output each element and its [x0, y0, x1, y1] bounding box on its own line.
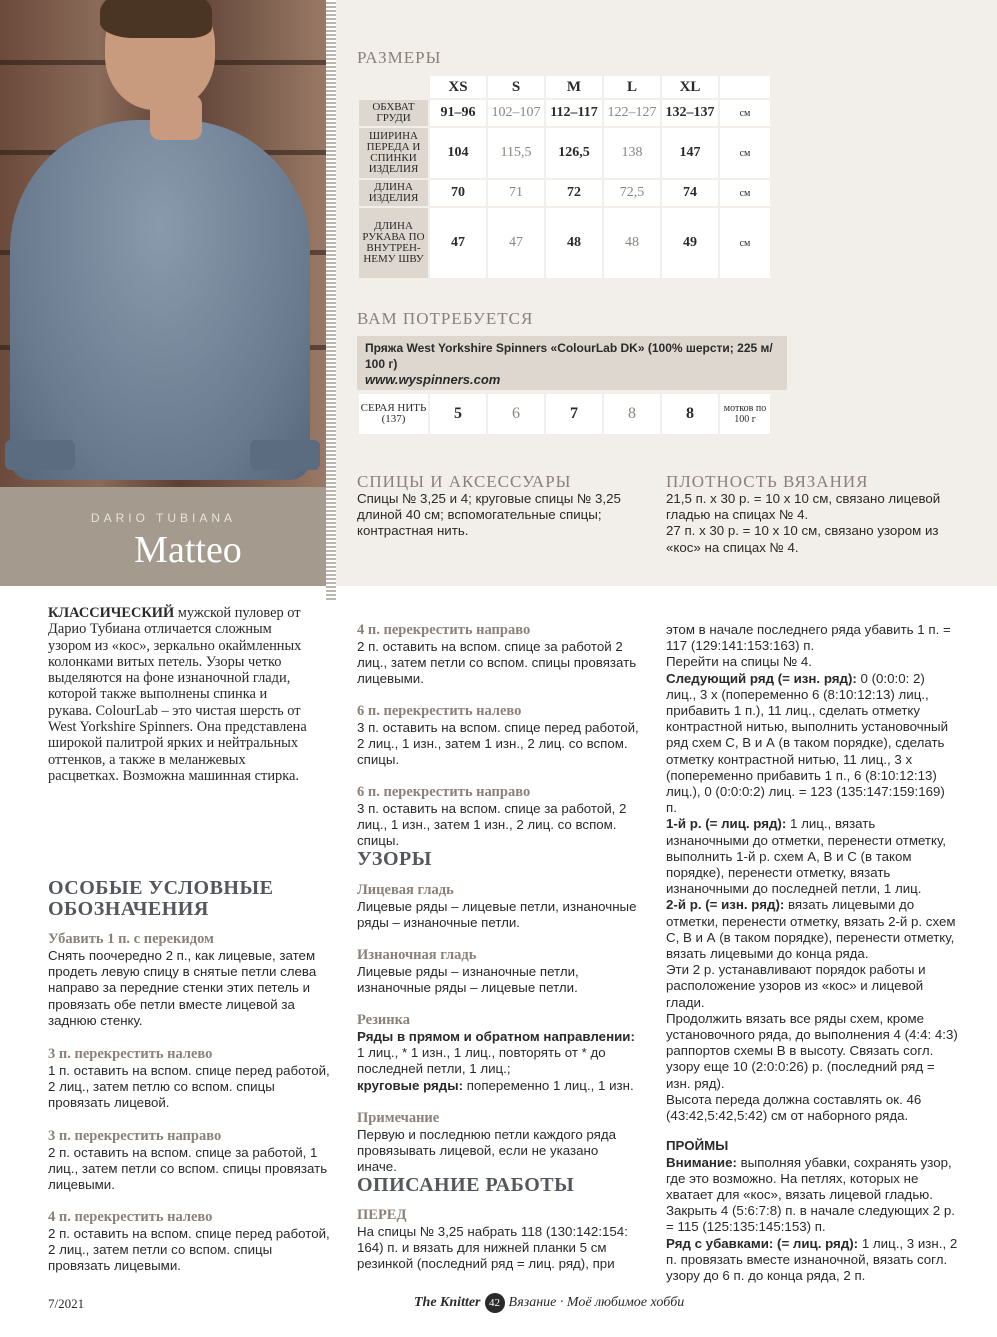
cell: 132–137	[662, 100, 718, 126]
abbr-section	[357, 703, 639, 769]
row-label: ДЛИНА РУКАВА ПО ВНУТРЕН-НЕМУ ШВУ	[359, 208, 428, 278]
gauge-line: 27 п. х 30 р. = 10 х 10 см, связано узором из «кос» на спицах № 4.	[666, 523, 939, 555]
yarn-desc: Пряжа West Yorkshire Spinners «ColourLab DK» (100% шерсти; 225 м/ 100 г)	[365, 341, 773, 371]
abbr-heading: ОСОБЫЕ УСЛОВНЫЕ ОБОЗНАЧЕНИЯ	[48, 877, 274, 920]
pattern-title: Изнаночная гладь	[357, 947, 477, 963]
abbr-title: 3 п. перекрестить налево	[48, 1046, 213, 1062]
pattern-title: Лицевая гладь	[357, 882, 454, 898]
cell: 126,5	[546, 128, 602, 178]
yarn-row-label: СЕРАЯ НИТЬ (137)	[359, 394, 428, 434]
cell: 49	[662, 208, 718, 278]
abbr-section	[357, 784, 639, 850]
intro-lead: КЛАССИЧЕСКИЙ	[48, 605, 175, 621]
page-number: 42	[485, 1293, 505, 1313]
rib-text: Ряды в прямом и обратном направлении: 1 лиц., * 1 изн., 1 лиц., повторять от * до последней петли, 1 лиц.; круговые ряды: попеременно 1 лиц., 1 изн.	[357, 1029, 635, 1093]
abbr-section	[48, 1046, 330, 1112]
cell: 8	[662, 394, 718, 434]
pattern-title: Matteo	[134, 529, 242, 571]
unit: см	[720, 100, 770, 126]
cell: 74	[662, 180, 718, 206]
gauge-line: 21,5 п. х 30 р. = 10 х 10 см, связано лицевой гладью на спицах № 4.	[666, 491, 941, 523]
row-label: ОБХВАТ ГРУДИ	[359, 100, 428, 126]
cell: 138	[604, 128, 660, 178]
abbr-text: Снять поочередно 2 п., как лицевые, затем продеть левую спицу в снятые петли слева направо за передние стенки этих петель и провязать обе петли вместе лицевой за заднюю стенку.	[48, 948, 317, 1028]
size-col: XS	[430, 76, 486, 98]
abbr-text: 3 п. оставить на вспом. спице перед работой, 2 лиц., 1 изн., затем 1 изн., 2 лиц. со вспом. спицы.	[357, 720, 639, 768]
cell: 48	[546, 208, 602, 278]
cell: 72,5	[604, 180, 660, 206]
cell: 71	[488, 180, 544, 206]
issue-number: 7/2021	[48, 1296, 85, 1311]
sizes-table	[357, 74, 772, 280]
size-col: M	[546, 76, 602, 98]
abbr-title: 6 п. перекрестить налево	[357, 703, 522, 719]
unit: мотков по 100 г	[720, 394, 770, 434]
abbr-text: 1 п. оставить на вспом. спице перед работой, 2 лиц., затем петлю со вспом. спицы провязать лицевой.	[48, 1063, 330, 1111]
abbr-title: 4 п. перекрестить налево	[48, 1209, 213, 1225]
cell: 102–107	[488, 100, 544, 126]
front-text: На спицы № 3,25 набрать 118 (130:142:154: 164) п. и вязать для нижней планки 5 см резинкой (последний ряд = лиц. ряд), при	[357, 1224, 628, 1272]
abbr-title: 6 п. перекрестить направо	[357, 784, 531, 800]
pattern-section	[357, 882, 639, 931]
cell: 5	[430, 394, 486, 434]
abbr-text: 3 п. оставить на вспом. спице за работой, 2 лиц., 1 изн., затем 1 изн., 2 лиц. со вспом. спицы.	[357, 801, 627, 849]
instructions-col: этом в начале последнего ряда убавить 1 п. = 117 (129:141:153:163) п. Перейти на спицы № 4. Следующий ряд (= изн. ряд): 0 (0:0:0: 2) лиц., 3 х (попеременно 6 (8:10:12:13) лиц., прибавить 1 п.), 11 лиц., сделать отметку контрастной нитью, выполнить установочный ряд схем С, В и А (в таком порядке), сделать отметку контрастной нитью, 11 лиц., 3 х (попеременно прибавить 1 п., 6 (8:10:12:13) лиц.), 0 (0:0:0:2) лиц. = 123 (135:147:159:169) п. 1-й р. (= лиц. ряд): 1 лиц., вязать изнаночными до отметки, перенести отметку, выполнить 1-й р. схем А, В и С (в таком порядке), перенести отметку, вязать изнаночными до последней петли, 1 лиц. 2-й р. (= изн. ряд): вязать лицевыми до отметки, перенести отметку, вязать 2-й р. схем С, В и А (в таком порядке), перенести отметку, вязать лицевыми до конца ряда. Эти 2 р. устанавливают порядок работы и расположение узоров из «кос» и лицевой глади. Продолжить вязать все ряды схем, кроме установочного ряда, до выполнения 4 (4:4: 4:3) раппортов схемы В в высоту. Связать согл. узору еще 10 (2:0:0:26) р. (последний ряд = изн. ряд). Высота переда должна составлять ок. 46 (43:42,5:42,5:42) см от наборного ряда. ПРОЙМЫ Внимание: выполняя убавки, сохранять узор, где это возможно. На петлях, которых не хватает для «кос», вязать лицевой гладью. Закрыть 4 (5:6:7:8) п. в начале следующих 2 р. = 115 (125:135:145:153) п. Ряд с убавками: (= лиц. ряд): 1 лиц., 3 изн., 2 п. провязать вместе изнаночной, вязать согл. узору до 6 п. до конца ряда, 2 п.	[666, 622, 958, 1283]
note-title: Примечание	[357, 1110, 440, 1126]
brand: The Knitter	[414, 1295, 481, 1310]
zipper-divider	[326, 0, 336, 600]
yarn-table	[357, 392, 772, 436]
tagline: Вязание · Моё любимое хобби	[508, 1295, 685, 1310]
yarn-url[interactable]: www.wyspinners.com	[365, 372, 501, 387]
abbr-section	[48, 1209, 330, 1275]
abbr-title: 3 п. перекрестить направо	[48, 1128, 222, 1144]
unit: см	[720, 208, 770, 278]
yarn-heading: ВАМ ПОТРЕБУЕТСЯ	[357, 309, 534, 328]
abbr-text: 2 п. оставить на вспом. спице за работой, 1 лиц., затем петли со вспом. спицы провязать лицевыми.	[48, 1145, 328, 1193]
size-col: L	[604, 76, 660, 98]
unit: см	[720, 180, 770, 206]
size-col: XL	[662, 76, 718, 98]
rib-title: Резинка	[357, 1012, 411, 1028]
abbr-title: Убавить 1 п. с перекидом	[48, 931, 214, 947]
unit: см	[720, 128, 770, 178]
size-col: S	[488, 76, 544, 98]
abbr-title: 4 п. перекрестить направо	[357, 622, 531, 638]
gauge-text	[666, 491, 951, 556]
needles-heading: СПИЦЫ И АКСЕССУАРЫ	[357, 472, 572, 491]
gauge-heading: ПЛОТНОСТЬ ВЯЗАНИЯ	[666, 472, 869, 491]
abbr-section	[48, 1128, 330, 1194]
row-label: ШИРИНА ПЕРЕДА И СПИНКИ ИЗДЕЛИЯ	[359, 128, 428, 178]
cell: 6	[488, 394, 544, 434]
cell: 104	[430, 128, 486, 178]
work-heading: ОПИСАНИЕ РАБОТЫ	[357, 1174, 575, 1196]
sizes-heading: РАЗМЕРЫ	[357, 48, 442, 67]
cell: 115,5	[488, 128, 544, 178]
cell: 147	[662, 128, 718, 178]
abbr-text: 2 п. оставить на вспом. спице за работой 2 лиц., затем петли со вспом. спицы провязать лицевыми.	[357, 639, 637, 687]
rib-section	[357, 1012, 639, 1094]
abbr-section	[48, 931, 330, 1029]
needles-text: Спицы № 3,25 и 4; круговые спицы № 3,25 длиной 40 см; вспомогательные спицы; контрастная нить.	[357, 491, 621, 539]
cell: 91–96	[430, 100, 486, 126]
cell: 47	[430, 208, 486, 278]
cell: 122–127	[604, 100, 660, 126]
cell: 72	[546, 180, 602, 206]
intro-body: мужской пуловер от Дарио Тубиана отличается сложным узором из «кос», зеркально окаймленных колонками витых петель. Узоры четко выделяются на фоне изнаночной глади, которой также выполнены спинка и рукава. ColourLab – это чистая шерсть от West Yorkshire Spinners. Она представлена широкой палитрой ярких и нейтральных оттенков, а также в меланжевых расцветках. Возможна машинная стирка.	[48, 605, 307, 784]
front-section	[357, 1207, 639, 1273]
cell: 70	[430, 180, 486, 206]
yarn-box	[357, 336, 787, 390]
pattern-text: Лицевые ряды – лицевые петли, изнаночные ряды – изнаночные петли.	[357, 899, 637, 931]
intro-text	[48, 605, 310, 784]
cell: 112–117	[546, 100, 602, 126]
cell: 8	[604, 394, 660, 434]
cell: 47	[488, 208, 544, 278]
pattern-section	[357, 947, 639, 996]
row-label: ДЛИНА ИЗДЕЛИЯ	[359, 180, 428, 206]
abbr-text: 2 п. оставить на вспом. спице перед работой, 2 лиц., затем петли со вспом. спицы провязать лицевыми.	[48, 1226, 330, 1274]
patterns-heading: УЗОРЫ	[357, 848, 432, 870]
front-title: ПЕРЕД	[357, 1207, 407, 1223]
designer-name: DARIO TUBIANA	[90, 511, 237, 525]
armhole-title: ПРОЙМЫ	[666, 1138, 729, 1154]
note-section	[357, 1110, 639, 1176]
cell: 48	[604, 208, 660, 278]
abbr-section	[357, 622, 639, 688]
note-text: Первую и последнюю петли каждого ряда провязывать лицевой, если не указано иначе.	[357, 1127, 617, 1175]
pattern-text: Лицевые ряды – изнаночные петли, изнаночные ряды – лицевые петли.	[357, 964, 579, 996]
cell: 7	[546, 394, 602, 434]
model-photo	[0, 0, 327, 487]
footer	[414, 1293, 684, 1313]
